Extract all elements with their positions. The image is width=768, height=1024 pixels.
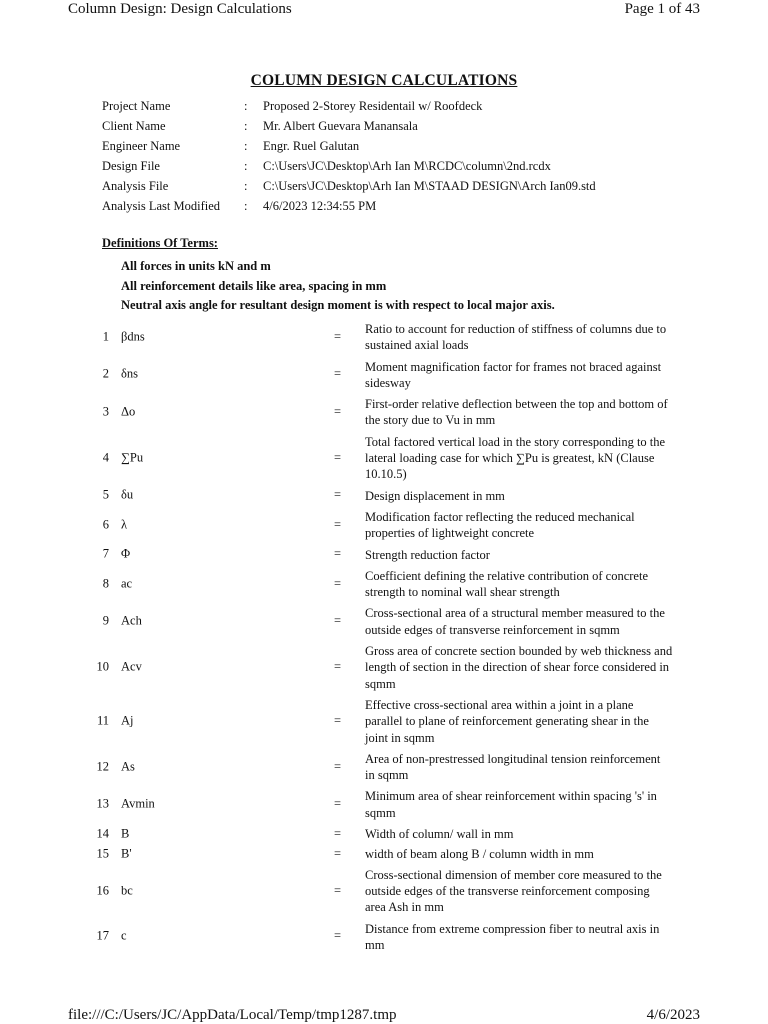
- term-number: 12: [96, 759, 109, 774]
- units-notes: [121, 257, 555, 316]
- term-number: 10: [96, 659, 109, 674]
- term-number: 6: [102, 517, 109, 532]
- note-line: Neutral axis angle for resultant design moment is with respect to local major axis.: [121, 298, 555, 312]
- terms-list: [0, 320, 768, 953]
- term-equals: =: [334, 713, 342, 728]
- term-row: [0, 787, 768, 821]
- term-definition: Moment magnification factor for frames not braced against sidesway: [365, 359, 662, 390]
- term-definition: Cross-sectional dimension of member core measured to the outside edges of the transverse reinforcement composing area Ash in mm: [365, 867, 662, 915]
- term-row: [0, 866, 768, 916]
- term-symbol: Avmin: [121, 796, 155, 811]
- term-number: 14: [96, 826, 109, 841]
- term-symbol: Aj: [121, 713, 134, 728]
- info-label: Client Name: [102, 119, 166, 133]
- term-number: 1: [102, 329, 109, 344]
- term-symbol: βdns: [121, 329, 145, 344]
- term-definition: Area of non-prestressed longitudinal tension reinforcement in sqmm: [365, 751, 661, 783]
- term-definition: Cross-sectional area of a structural member measured to the outside edges of transverse reinforcement in sqmm: [365, 606, 665, 637]
- page-number: Page 1 of 43: [624, 1, 700, 17]
- info-label: Engineer Name: [102, 139, 181, 153]
- file-path-footer: file:///C:/Users/JC/AppData/Local/Temp/tmp1287.tmp: [68, 1007, 397, 1023]
- term-symbol: Acv: [121, 659, 142, 674]
- term-definition: Coefficient defining the relative contribution of concrete strength to nominal wall shear strength: [365, 568, 648, 600]
- term-row: [0, 825, 768, 842]
- info-label: Project Name: [102, 99, 171, 113]
- term-definition: Total factored vertical load in the story corresponding to the lateral loading case for which ∑Pu is greatest, kN (Clause 10.10.5): [365, 434, 666, 482]
- term-equals: =: [334, 883, 342, 898]
- term-number: 17: [96, 928, 109, 943]
- term-row: [0, 642, 768, 692]
- term-definition: First-order relative deflection between the top and bottom of the story due to Vu in mm: [365, 397, 668, 428]
- term-row: [0, 604, 768, 638]
- term-equals: =: [334, 487, 342, 502]
- info-label: Design File: [102, 159, 160, 173]
- info-value: Proposed 2-Storey Residentail w/ Roofdeck: [263, 99, 483, 113]
- term-row: [0, 487, 768, 504]
- term-symbol: Ach: [121, 613, 142, 628]
- term-definition: Gross area of concrete section bounded by web thickness and length of section in the direction of shear force considered in sqmm: [365, 644, 673, 691]
- term-number: 3: [102, 404, 109, 419]
- term-definition: Effective cross-sectional area within a joint in a plane parallel to plane of reinforcement generating shear in the joint in sqmm: [365, 697, 649, 745]
- info-label: Analysis File: [102, 179, 169, 193]
- term-row: [0, 750, 768, 784]
- term-definition: Distance from extreme compression fiber to neutral axis in mm: [365, 921, 660, 952]
- term-number: 2: [102, 366, 109, 381]
- term-equals: =: [334, 366, 342, 381]
- term-definition: Design displacement in mm: [365, 488, 505, 503]
- term-equals: =: [334, 659, 342, 674]
- term-row: [0, 433, 768, 483]
- term-symbol: Δo: [121, 404, 136, 419]
- info-colon: :: [244, 139, 248, 153]
- page-header-title: Column Design: Design Calculations: [68, 1, 292, 17]
- info-value: 4/6/2023 12:34:55 PM: [263, 199, 377, 213]
- term-symbol: B': [121, 846, 132, 861]
- term-equals: =: [334, 826, 342, 841]
- term-definition: Modification factor reflecting the reduced mechanical properties of lightweight concrete: [365, 509, 635, 541]
- info-colon: :: [244, 179, 248, 193]
- term-symbol: bc: [121, 883, 133, 898]
- term-row: [0, 358, 768, 392]
- term-equals: =: [334, 759, 342, 774]
- term-number: 16: [96, 883, 109, 898]
- info-value: C:\Users\JC\Desktop\Arh Ian M\RCDC\column\2nd.rcdx: [263, 159, 551, 173]
- term-definition: width of beam along B / column width in mm: [365, 847, 594, 862]
- note-line: All forces in units kN and m: [121, 259, 271, 273]
- term-row: [0, 395, 768, 429]
- info-value: Engr. Ruel Galutan: [263, 139, 360, 153]
- term-symbol: δns: [121, 366, 139, 381]
- term-number: 7: [102, 546, 109, 561]
- term-definition: Width of column/ wall in mm: [365, 827, 514, 842]
- term-row: [0, 696, 768, 746]
- document-title: COLUMN DESIGN CALCULATIONS: [250, 72, 518, 89]
- term-definition: Strength reduction factor: [365, 547, 490, 562]
- info-colon: :: [244, 99, 248, 113]
- term-number: 4: [102, 450, 109, 465]
- info-colon: :: [244, 159, 248, 173]
- term-number: 15: [96, 846, 109, 861]
- term-equals: =: [334, 796, 342, 811]
- term-symbol: As: [121, 759, 135, 774]
- info-label: Analysis Last Modified: [102, 199, 221, 213]
- info-colon: :: [244, 119, 248, 133]
- term-equals: =: [334, 613, 342, 628]
- term-equals: =: [334, 928, 342, 943]
- term-symbol: δu: [121, 487, 134, 502]
- term-equals: =: [334, 329, 342, 344]
- note-line: All reinforcement details like area, spacing in mm: [121, 278, 387, 293]
- term-symbol: c: [121, 928, 127, 943]
- term-symbol: Φ: [121, 546, 131, 561]
- term-row: [0, 845, 768, 862]
- term-definition: Ratio to account for reduction of stiffness of columns due to sustained axial loads: [365, 322, 667, 353]
- term-equals: =: [334, 517, 342, 532]
- print-date-footer: 4/6/2023: [646, 1007, 700, 1023]
- term-row: [0, 920, 768, 954]
- term-row: [0, 320, 768, 354]
- term-number: 13: [96, 796, 109, 811]
- term-equals: =: [334, 546, 342, 561]
- info-value: Mr. Albert Guevara Manansala: [263, 119, 418, 133]
- term-row: [0, 567, 768, 601]
- info-colon: :: [244, 199, 248, 213]
- term-equals: =: [334, 450, 342, 465]
- term-symbol: B: [121, 826, 130, 841]
- term-symbol: λ: [121, 517, 128, 532]
- term-symbol: ∑Pu: [121, 450, 144, 465]
- definitions-heading: Definitions Of Terms:: [102, 236, 218, 250]
- term-number: 5: [102, 487, 109, 502]
- term-number: 8: [102, 576, 109, 591]
- term-number: 11: [96, 713, 109, 728]
- term-equals: =: [334, 846, 342, 861]
- term-row: [0, 508, 768, 542]
- term-number: 9: [102, 613, 109, 628]
- term-equals: =: [334, 404, 342, 419]
- term-definition: Minimum area of shear reinforcement within spacing 's' in sqmm: [365, 789, 657, 820]
- term-symbol: ac: [121, 576, 133, 591]
- term-equals: =: [334, 576, 342, 591]
- info-value: C:\Users\JC\Desktop\Arh Ian M\STAAD DESIGN\Arch Ian09.std: [263, 179, 596, 193]
- term-row: [0, 546, 768, 563]
